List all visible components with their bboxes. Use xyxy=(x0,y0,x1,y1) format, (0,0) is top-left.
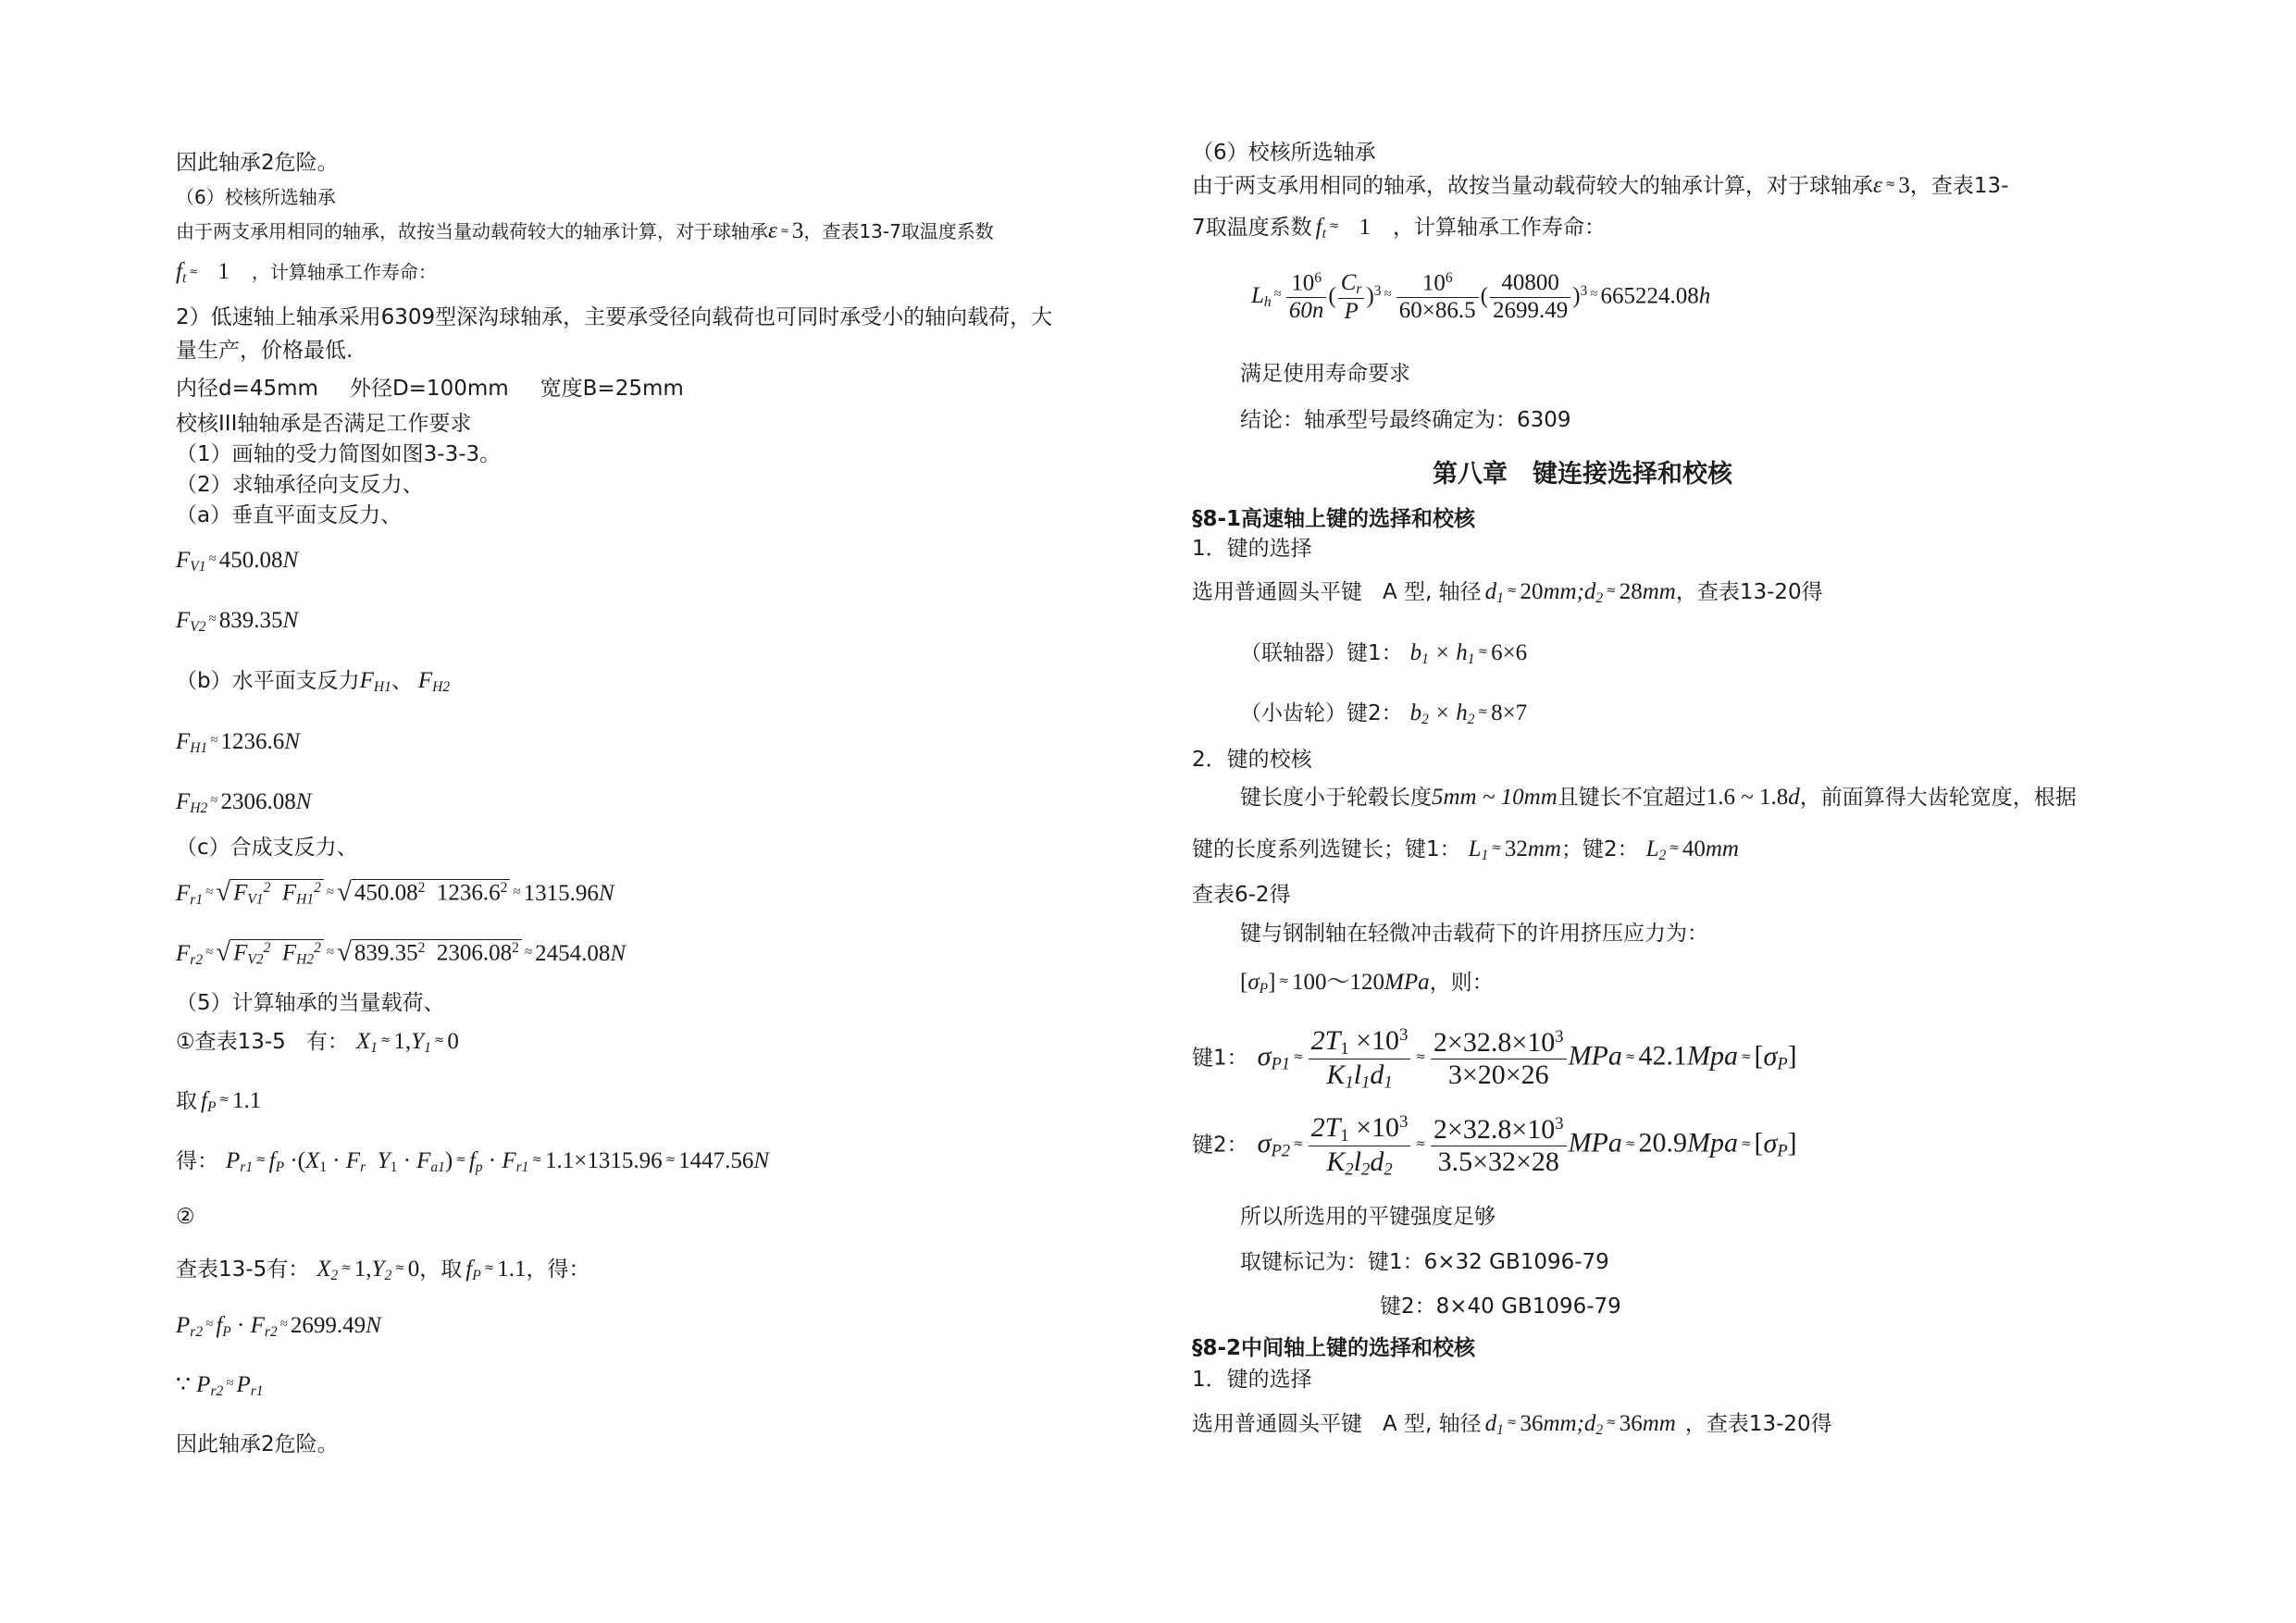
equation-fh2: $F_{H2}^\approx$ 2306.08N xyxy=(176,789,312,816)
equation-pr1: 得： $P_{r1}$ ≈ $f_P \cdot(X_1 \cdot F_r$ $Y_1 \cdot F_{a1}$) ≈ $f_p \cdot F_{r1}$ ≈ 1.1×1315.96 ≈ 1447.56N xyxy=(176,1148,770,1175)
text-line: （c）合成支反力、 xyxy=(176,836,358,860)
text-line: （a）垂直平面支反力、 xyxy=(176,503,403,527)
text-line: 取键标记为：键1：6×32 GB1096-79 xyxy=(1240,1250,1609,1274)
equation-fh1: $F_{H1}^\approx$ 1236.6N xyxy=(176,729,300,756)
text-line: 因此轴承2危险。 xyxy=(176,151,339,175)
equation-fr1: $F_{r1}^\approx$ √ $F_{V1}^2$ $F_{H1}^2$ ≈ √ 450.08$^2$ 1236.6$^2$ ≈ 1315.96N xyxy=(176,877,614,908)
text-line: ①查表13-5 有： $X_1$ ≈ $1,Y_1$ ≈ 0 xyxy=(176,1029,459,1056)
equation-pr2: $P_{r2}^\approx$ $f_P \cdot F_{r2}^\approx$ 2699.49N xyxy=(176,1313,381,1340)
text-line: 7取温度系数 $f_t$ ≈ 1 ，计算轴承工作寿命： xyxy=(1192,215,1606,242)
section-title: §8-1高速轴上键的选择和校核 xyxy=(1192,507,1476,531)
text-line: （联轴器）键1： $b_1 \times h_1$ ≈ 6×6 xyxy=(1240,640,1528,667)
text-line: 量生产，价格最低. xyxy=(176,339,354,363)
text-line: 校核III轴轴承是否满足工作要求 xyxy=(176,412,472,436)
text-line: 1．键的选择 xyxy=(1192,1368,1312,1392)
text-line: 2．键的校核 xyxy=(1192,748,1312,772)
text-line: 由于两支承用相同的轴承，故按当量动载荷较大的轴承计算，对于球轴承ε ≈ 3，查表13- xyxy=(1192,173,2009,198)
text-line: 选用普通圆头平键 A 型, 轴径 $d_1$ ≈ $20mm;d_2$ ≈ 28mm，查表13-20得 xyxy=(1192,579,1823,606)
dimensions-line: 内径d=45mm 外径D=100mm 宽度B=25mm xyxy=(176,377,684,401)
subheading: （6）校核所选轴承 xyxy=(1192,141,1376,165)
text-line: 键的长度系列选键长；键1： $L_1$ ≈ 32mm；键2： $L_2$ ≈ 40mm xyxy=(1192,836,1739,863)
equation-compare: ∵ $P_{r2}^\approx$ $P_{r1}$ xyxy=(176,1372,264,1399)
text-line: （b）水平面支反力$F_{H1}$、 $F_{H2}$ xyxy=(176,668,451,695)
text-line: $f_t$ ≈ 1 ，计算轴承工作寿命： xyxy=(176,259,437,286)
text-line: （5）计算轴承的当量载荷、 xyxy=(176,991,445,1015)
text-line: （1）画轴的受力简图如图3-3-3。 xyxy=(176,442,502,466)
subheading: （6）校核所选轴承 xyxy=(176,186,336,208)
chapter-title: 第八章 键连接选择和校核 xyxy=(1433,460,1732,489)
text-line: （2）求轴承径向支反力、 xyxy=(176,473,424,497)
equation-life: $L_h^\approx$ $\frac{10^6}{60n}$ ( $\frac{C_r}{P}$ )$^3$ ≈ $\frac{10^6}{60\times 86.5}$ ( $\frac{40800}{2699.49}$ )$^3$ ≈ 665224.08h xyxy=(1251,270,1711,324)
text-line: 键2：8×40 GB1096-79 xyxy=(1380,1295,1621,1319)
text-line: 2）低速轴上轴承采用6309型深沟球轴承，主要承受径向载荷也可同时承受小的轴向载荷，大 xyxy=(176,305,1053,329)
text-line: ② xyxy=(176,1205,195,1229)
text-line: 所以所选用的平键强度足够 xyxy=(1240,1205,1496,1229)
text-line: 查表13-5有： $X_2$ ≈ $1,Y_2$ ≈ 0，取 $f_P$ ≈ 1.1，得： xyxy=(176,1257,590,1283)
text-line: 满足使用寿命要求 xyxy=(1240,362,1410,386)
equation-allowable: $[\sigma_P]$ ≈ 100～120MPa，则： xyxy=(1240,970,1494,997)
text-line: 键长度小于轮毂长度5mm ~ 10mm且键长不宜超过1.6 ~ 1.8d，前面算得大齿轮宽度，根据 xyxy=(1240,785,2077,810)
text-line: 因此轴承2危险。 xyxy=(176,1432,339,1456)
text-line: 结论：轴承型号最终确定为：6309 xyxy=(1240,408,1571,432)
text-line: （小齿轮）键2： $b_2 \times h_2$ ≈ 8×7 xyxy=(1240,700,1528,727)
equation-key1: 键1： $\sigma_{P1}$ ≈ $\frac{2T_1 \times 10^3}{K_1l_1d_1}$ ≈ $\frac{2\times 32.8\times 10^3}{3\times 20\times 26}$ MPa ≈ 42.1Mpa ≈ $[\sigma_P]$ xyxy=(1192,1025,1797,1093)
equation-fv2: $F_{V2}^\approx$ 839.35N xyxy=(176,608,299,635)
equation-fp: 取 $f_P$ ≈ 1.1 xyxy=(176,1088,262,1115)
text-line: 由于两支承用相同的轴承，故按当量动载荷较大的轴承计算，对于球轴承ε ≈ 3，查表13-7取温度系数 xyxy=(176,218,994,243)
equation-key2: 键2： $\sigma_{P2}$ ≈ $\frac{2T_1 \times 10^3}{K_2l_2d_2}$ ≈ $\frac{2\times 32.8\times 10^3}{3.5\times 32\times 28}$ MPa ≈ 20.9Mpa ≈ $[\sigma_P]$ xyxy=(1192,1112,1797,1180)
text-line: 查表6-2得 xyxy=(1192,883,1291,907)
equation-fv1: $F_{V1}^\approx$ 450.08N xyxy=(176,548,299,575)
text-line: 键与钢制轴在轻微冲击载荷下的许用挤压应力为： xyxy=(1240,922,1708,946)
text-line: 选用普通圆头平键 A 型, 轴径 $d_1$ ≈ $36mm;d_2$ ≈ 36mm ，查表13-20得 xyxy=(1192,1411,1832,1438)
equation-fr2: $F_{r2}^\approx$ √ $F_{V2}^2$ $F_{H2}^2$ ≈ √ 839.35$^2$ 2306.08$^2$ ≈ 2454.08N xyxy=(176,937,627,968)
section-title: §8-2中间轴上键的选择和校核 xyxy=(1192,1336,1476,1360)
text-line: 1．键的选择 xyxy=(1192,537,1312,561)
